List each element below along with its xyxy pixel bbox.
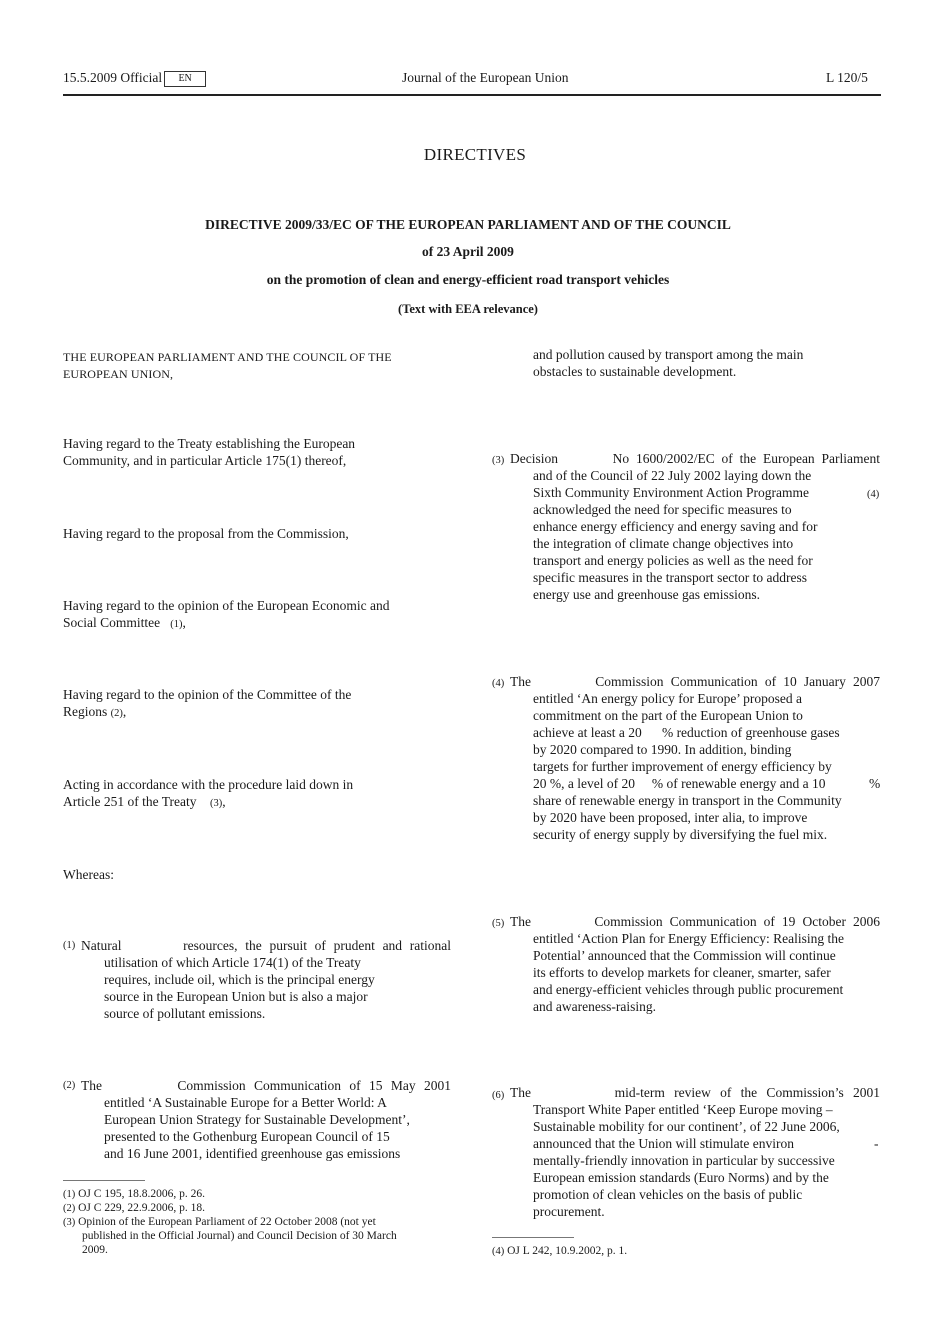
section-title: DIRECTIVES [423,145,527,164]
recital-1-line-5: source of pollutant emissions. [104,1006,266,1021]
page-reference: L 120/5 [826,70,868,85]
footnote-2-text: OJ C 229, 22.9.2006, p. 18. [78,1202,205,1214]
recital-4-line-7-percent: % [869,776,881,791]
recital-5-line-5: and energy-efficient vehicles through public procurement [533,982,844,997]
recital-6-line-7: promotion of clean vehicles on the basis of public [533,1187,803,1202]
footnote-3 [63,1215,376,1230]
recital-5-line-1: The Commission Communication of 19 October 2006 [510,914,880,929]
footnote-4 [492,1244,627,1259]
recital-3-line-2: and of the Council of 22 July 2002 laying down the [533,468,812,483]
recital-4-line-3: commitment on the part of the European Union to [533,708,803,723]
directive-title: DIRECTIVE 2009/33/EC OF THE EUROPEAN PARLIAMENT AND OF THE COUNCIL [205,217,731,232]
recital-6-line-5: mentally-friendly innovation in particular by successive [533,1153,835,1168]
footnote-ref-4[interactable]: (4) [867,489,880,500]
footnote-separator-right [492,1237,574,1238]
recital-1-line-1: Natural resources, the pursuit of prudent and rational [81,938,451,953]
recital-4-line-5: by 2020 compared to 1990. In addition, binding [533,742,792,757]
recital-3-line-9: energy use and greenhouse gas emissions. [533,587,760,602]
recital-5-number: (5) [492,918,505,929]
recital-6-line-1: The mid-term review of the Commission’s 2001 [510,1085,880,1100]
recital-1-line-3: requires, include oil, which is the principal energy [104,972,375,987]
recital-3-number: (3) [492,455,505,466]
footnote-4-text: OJ L 242, 10.9.2002, p. 1. [507,1245,628,1257]
footnote-3-line-3: 2009. [82,1244,108,1256]
whereas-heading: Whereas: [63,867,114,882]
recital-6-number: (6) [492,1090,505,1101]
citation-eesc-end: , [182,615,186,630]
recital-6-line-6: European emission standards (Euro Norms) and by the [533,1170,829,1185]
recital-2-line-3: European Union Strategy for Sustainable Development’, [104,1112,410,1127]
footnote-3-number: (3) [63,1217,76,1228]
citation-procedure-text: Article 251 of the Treaty [63,794,197,809]
citation-eesc-line-1: Having regard to the opinion of the European Economic and [63,598,390,613]
recital-6-line-3: Sustainable mobility for our continent’, of 22 June 2006, [533,1119,840,1134]
footnote-1 [63,1187,205,1202]
recital-2-line-1: The Commission Communication of 15 May 2001 [81,1078,451,1093]
citation-treaty-line-1: Having regard to the Treaty establishing the European [63,436,356,451]
citation-proposal: Having regard to the proposal from the Commission, [63,526,349,541]
recital-3-line-1: Decision No 1600/2002/EC of the European Parliament [510,451,880,466]
citation-cor-line-1: Having regard to the opinion of the Committee of the [63,687,352,702]
recital-6-line-4: announced that the Union will stimulate environ [533,1136,794,1151]
citation-procedure-line-1: Acting in accordance with the procedure laid down in [63,777,354,792]
footnote-3-text-line-1: Opinion of the European Parliament of 22 October 2008 (not yet [78,1216,376,1228]
footnote-ref-3[interactable]: (3) [209,798,223,809]
citation-procedure-line-2 [63,793,226,812]
recital-6-line-4-hyphen: - [874,1136,879,1151]
recital-2-line-4: presented to the Gothenburg European Council of 15 [104,1129,390,1144]
recital-2-line-2: entitled ‘A Sustainable Europe for a Better World: A [104,1095,387,1110]
recital-4-number: (4) [492,678,505,689]
recital-5-line-6: and awareness-raising. [533,999,656,1014]
recital-1-number: (1) [63,940,76,951]
header-date-text: 15.5.2009 Official [63,70,163,85]
recital-1-line-2: utilisation of which Article 174(1) of the Treaty [104,955,361,970]
recital-4-line-2: entitled ‘An energy policy for Europe’ proposed a [533,691,803,706]
recital-4-line-7: 20 %, a level of 20 % of renewable energy and a 10 [533,776,826,791]
citation-cor-text: Regions [63,704,108,719]
recital-2-number: (2) [63,1080,76,1091]
footnote-3-line-2: published in the Official Journal) and Council Decision of 30 March [82,1230,397,1242]
recital-5-line-3: Potential’ announced that the Commission will continue [533,948,836,963]
recital-4-line-6: targets for further improvement of energy efficiency by [533,759,832,774]
preamble-line-1: THE EUROPEAN PARLIAMENT AND THE COUNCIL OF THE [63,350,392,364]
recital-3-line-8: specific measures in the transport sector to address [533,570,808,585]
recital-4-line-10: security of energy supply by diversifying the fuel mix. [533,827,828,842]
citation-cor-line-2 [63,703,126,722]
citation-cor-end: , [122,704,127,719]
recital-3-line-5: enhance energy efficiency and energy saving and for [533,519,818,534]
citation-treaty-line-2: Community, and in particular Article 175(1) thereof, [63,453,347,468]
recital-5-line-2: entitled ‘Action Plan for Energy Efficiency: Realising the [533,931,845,946]
citation-eesc-text: Social Committee [63,615,161,630]
footnote-ref-1[interactable]: (1) [170,619,183,630]
eea-relevance: (Text with EEA relevance) [398,302,538,316]
recital-4-line-8: share of renewable energy in transport in the Community [533,793,842,808]
citation-procedure-end: , [222,794,226,809]
header-rule [63,94,881,96]
recital-4-line-1: The Commission Communication of 10 January 2007 [510,674,880,689]
recital-4-line-9: by 2020 have been proposed, inter alia, to improve [533,810,808,825]
footnote-1-text: OJ C 195, 18.8.2006, p. 26. [78,1188,205,1200]
journal-title: Journal of the European Union [402,70,569,85]
footnote-2 [63,1201,205,1216]
recital-3-line-4: acknowledged the need for specific measures to [533,502,792,517]
preamble-line-2: EUROPEAN UNION, [63,367,174,381]
recital-3-line-3: Sixth Community Environment Action Programme [533,485,809,500]
recital-4-line-4: achieve at least a 20 % reduction of greenhouse gases [533,725,840,740]
recital-6-line-8: procurement. [533,1204,605,1219]
recital-6-line-2: Transport White Paper entitled ‘Keep Europe moving – [533,1102,833,1117]
language-badge: EN [164,71,206,87]
header-date [63,70,206,87]
footnote-4-number: (4) [492,1246,505,1257]
directive-subject: on the promotion of clean and energy-efficient road transport vehicles [266,272,670,287]
footnote-separator-left [63,1180,145,1181]
footnote-1-number: (1) [63,1189,76,1200]
footnote-ref-2[interactable]: (2) [110,708,123,719]
recital-3-line-7: transport and energy policies as well as the need for [533,553,813,568]
footnote-2-number: (2) [63,1203,76,1214]
recital-2-continuation-line-2: obstacles to sustainable development. [533,364,737,379]
recital-1-line-4: source in the European Union but is also a major [104,989,368,1004]
recital-2-line-5: and 16 June 2001, identified greenhouse gas emissions [104,1146,401,1161]
recital-3-line-6: the integration of climate change objectives into [533,536,794,551]
citation-eesc-line-2 [63,614,186,633]
recital-5-line-4: its efforts to develop markets for cleaner, smarter, safer [533,965,831,980]
directive-date: of 23 April 2009 [422,244,514,259]
recital-2-continuation-line-1: and pollution caused by transport among the main [533,347,804,362]
